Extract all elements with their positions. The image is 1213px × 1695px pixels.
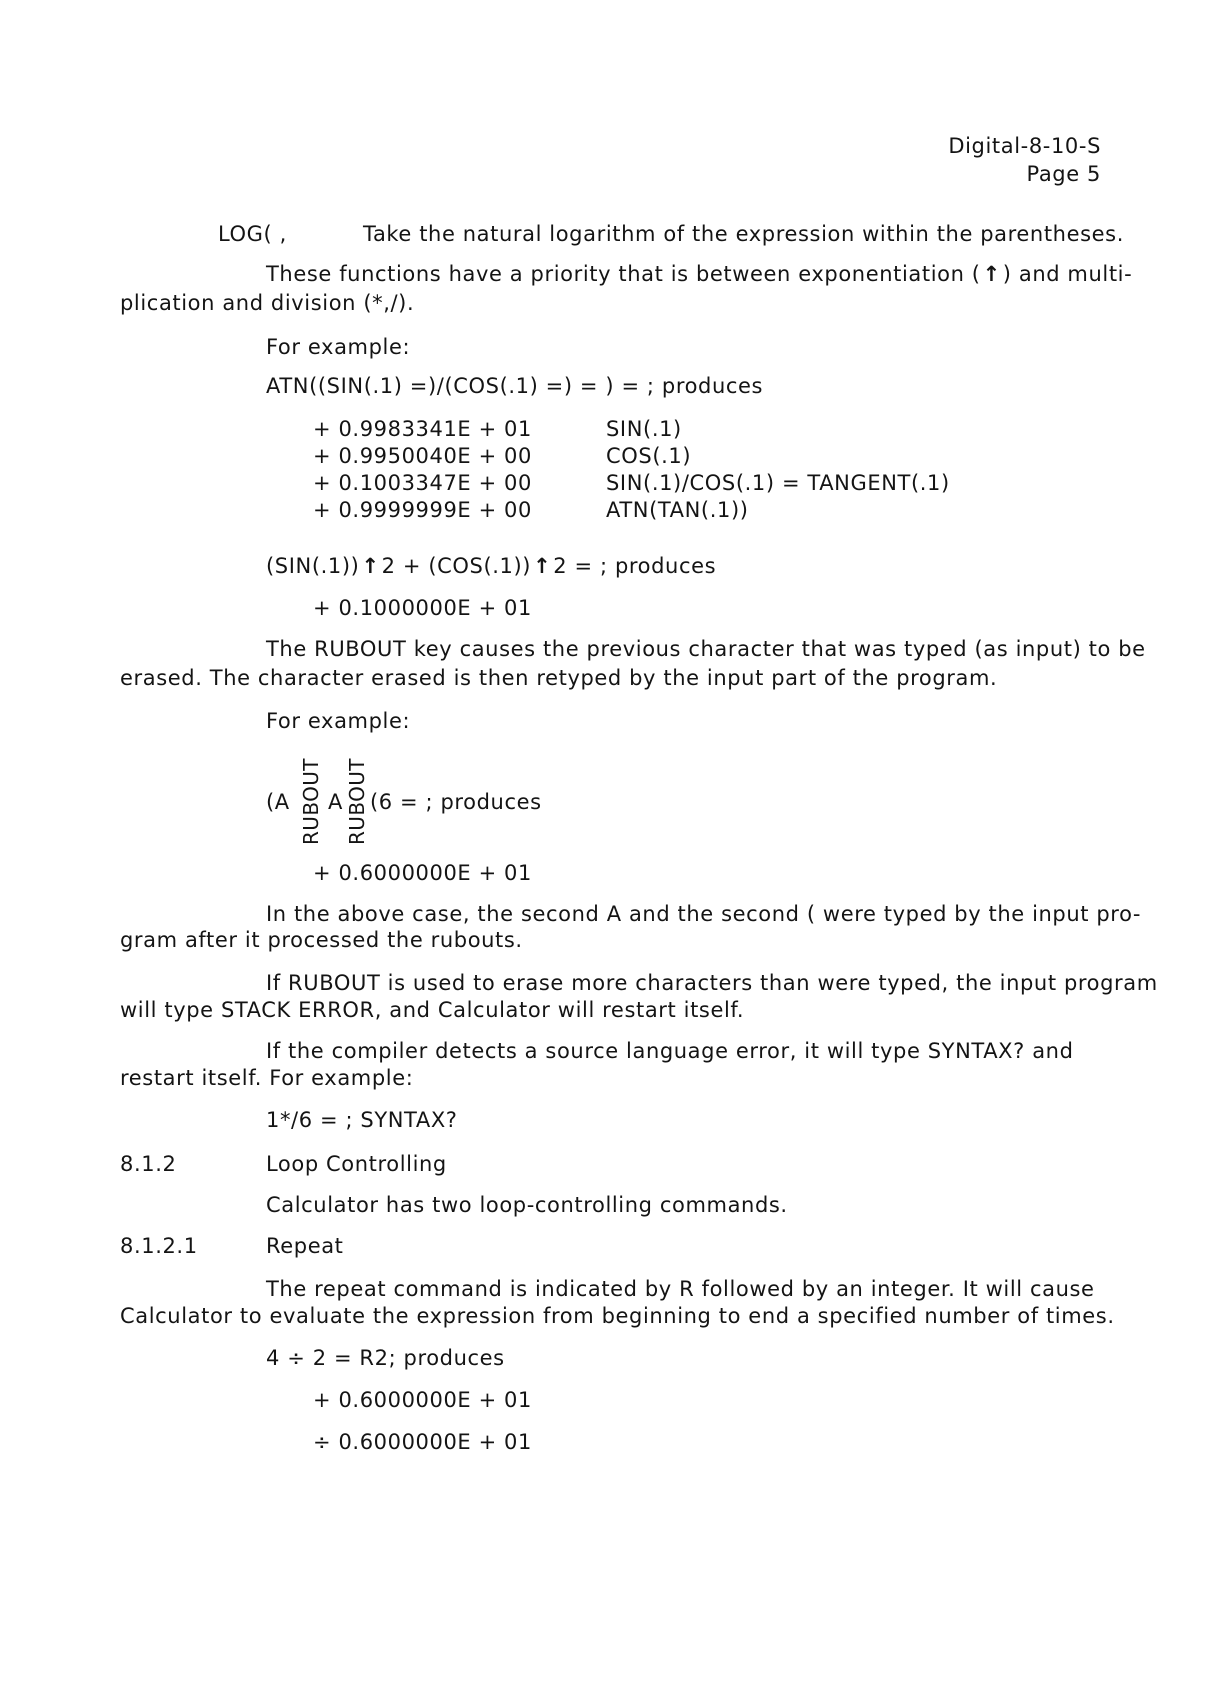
rubout-vertical-label-1: RUBOUT <box>299 758 323 845</box>
doc-id: Digital-8-10-S <box>948 134 1101 158</box>
syntax-line2: restart itself. For example: <box>120 1066 414 1090</box>
example-label: For example: <box>266 335 411 359</box>
example2-expression <box>266 554 716 578</box>
rubout-paragraph-line1: The RUBOUT key causes the previous character that was typed (as input) to be <box>266 637 1146 661</box>
repeat-line1: The repeat command is indicated by R followed by an integer. It will cause <box>266 1277 1095 1301</box>
rubout-note-line2: gram after it processed the rubouts. <box>120 928 523 952</box>
example2-part1: (SIN(.1)) <box>266 554 360 578</box>
repeat-line2: Calculator to evaluate the expression from beginning to end a specified number of times. <box>120 1304 1115 1328</box>
page-number: Page 5 <box>1026 162 1101 186</box>
section-title-loop-controlling: Loop Controlling <box>266 1152 447 1176</box>
result-row-3-value: + 0.1003347E + 00 <box>313 471 532 495</box>
section-812-text: Calculator has two loop-controlling commands. <box>266 1193 788 1217</box>
example2-result: + 0.1000000E + 01 <box>313 596 532 620</box>
repeat-result-2: ÷ 0.6000000E + 01 <box>313 1430 532 1454</box>
syntax-line1: If the compiler detects a source language error, it will type SYNTAX? and <box>266 1039 1074 1063</box>
priority-text-b: ) and multi- <box>1002 262 1133 286</box>
result-row-2-note: COS(.1) <box>606 444 692 468</box>
rubout-vertical-label-2: RUBOUT <box>345 758 369 845</box>
priority-text-a: These functions have a priority that is between exponentiation ( <box>266 262 981 286</box>
rubout-example-label: For example: <box>266 709 411 733</box>
rubout-result: + 0.6000000E + 01 <box>313 861 532 885</box>
result-row-3-note: SIN(.1)/COS(.1) = TANGENT(.1) <box>606 471 950 495</box>
up-arrow-icon: ↑ <box>982 262 1001 286</box>
up-arrow-icon: ↑ <box>533 554 552 578</box>
syntax-example: 1*/6 = ; SYNTAX? <box>266 1108 458 1132</box>
section-title-repeat: Repeat <box>266 1234 344 1258</box>
log-function-description: Take the natural logarithm of the expression within the parentheses. <box>363 222 1124 246</box>
section-number-8121: 8.1.2.1 <box>120 1234 198 1258</box>
rubout-expr-open: (A <box>266 790 290 814</box>
rubout-expr-a: A <box>328 790 343 814</box>
repeat-example: 4 ÷ 2 = R2; produces <box>266 1346 505 1370</box>
up-arrow-icon: ↑ <box>361 554 380 578</box>
result-row-4-value: + 0.9999999E + 00 <box>313 498 532 522</box>
result-row-2-value: + 0.9950040E + 00 <box>313 444 532 468</box>
result-row-1-note: SIN(.1) <box>606 417 682 441</box>
priority-paragraph-line2: plication and division (*,/). <box>120 291 415 315</box>
result-row-1-value: + 0.9983341E + 01 <box>313 417 532 441</box>
section-number-812: 8.1.2 <box>120 1152 177 1176</box>
stack-error-line1: If RUBOUT is used to erase more characters than were typed, the input program <box>266 971 1158 995</box>
stack-error-line2: will type STACK ERROR, and Calculator will restart itself. <box>120 998 745 1022</box>
rubout-note-line1: In the above case, the second A and the second ( were typed by the input pro- <box>266 902 1142 926</box>
example2-part2: 2 + (COS(.1)) <box>381 554 532 578</box>
repeat-result-1: + 0.6000000E + 01 <box>313 1388 532 1412</box>
example2-part3: 2 = ; produces <box>553 554 717 578</box>
log-function-name: LOG( , <box>218 222 287 246</box>
result-row-4-note: ATN(TAN(.1)) <box>606 498 749 522</box>
rubout-expr-rest: (6 = ; produces <box>370 790 542 814</box>
example1-expression: ATN((SIN(.1) =)/(COS(.1) =) = ) = ; produces <box>266 374 764 398</box>
rubout-paragraph-line2: erased. The character erased is then retyped by the input part of the program. <box>120 666 998 690</box>
priority-paragraph-line1 <box>266 262 1132 286</box>
